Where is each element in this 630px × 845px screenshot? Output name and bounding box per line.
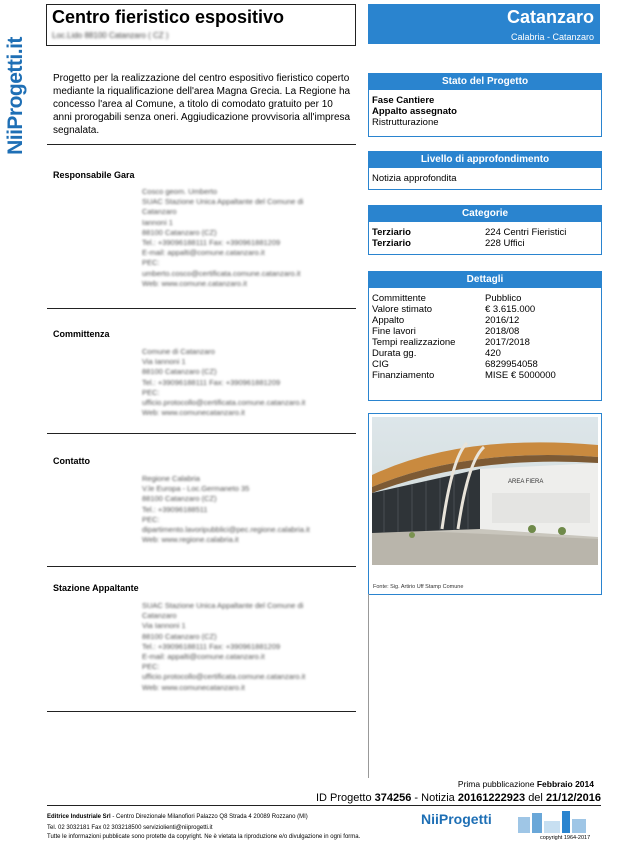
contact-line: Via Iannoni 1 bbox=[142, 357, 186, 367]
categorie-header: Categorie bbox=[369, 206, 601, 222]
contact-line: SUAC Stazione Unica Appaltante del Comune di bbox=[142, 197, 304, 207]
notizia-id: 20161222923 bbox=[457, 792, 526, 804]
photo-caption: Fonte: Sig. Artirio Uff Stamp Comune bbox=[373, 584, 464, 590]
region-name: Calabria - Catanzaro bbox=[510, 32, 594, 42]
contact-line: Catanzaro bbox=[142, 207, 177, 217]
section-divider bbox=[47, 144, 356, 145]
footer-phone: Tel. 02 3032181 Fax 02 303218500 serviziolienti@niiprogetti.it bbox=[47, 825, 213, 831]
section-label-committenza: Committenza bbox=[53, 329, 110, 339]
photo-sign-text: AREA FIERA bbox=[508, 479, 544, 485]
footer-notice: Tutte le informazioni pubblicate sono protette da copyright. Ne è vietata la riproduzione e/o divulgazione in ogni forma. bbox=[47, 834, 361, 840]
footer-address: - Centro Direzionale Milanofiori Palazzo Q8 Strada 4 20089 Rozzano (MI) bbox=[110, 814, 308, 820]
dettaglio-value: 420 bbox=[485, 348, 501, 359]
footer-copyright: copyright 1964-2017 bbox=[540, 835, 591, 841]
contact-line: 88100 Catanzaro (CZ) bbox=[142, 367, 217, 377]
stato-tipo: Ristrutturazione bbox=[372, 117, 439, 128]
livello-value: Notizia approfondita bbox=[372, 173, 457, 184]
contact-line: Via Iannoni 1 bbox=[142, 621, 186, 631]
notizia-label: - Notizia bbox=[414, 792, 455, 804]
contact-line: E-mail: appalti@comune.catanzaro.it bbox=[142, 248, 265, 258]
project-photo-box bbox=[368, 413, 602, 595]
categoria-key: Terziario bbox=[372, 238, 411, 249]
dettaglio-key: Durata gg. bbox=[372, 348, 417, 359]
contact-line: 88100 Catanzaro (CZ) bbox=[142, 631, 217, 641]
section-divider bbox=[47, 308, 356, 309]
contact-line: Tel.: +39096188111 Fax: +390961881209 bbox=[142, 377, 281, 387]
first-publication-date: Febbraio 2014 bbox=[536, 779, 594, 789]
city-box bbox=[368, 4, 600, 44]
dettaglio-key: Fine lavori bbox=[372, 326, 416, 337]
project-id-line bbox=[316, 792, 601, 804]
first-publication-label: Prima pubblicazione bbox=[457, 779, 535, 789]
del-label: del bbox=[528, 792, 543, 804]
contact-block-responsabile bbox=[142, 187, 303, 289]
stato-progetto-box bbox=[368, 73, 602, 137]
livello-header: Livello di approfondimento bbox=[369, 152, 601, 168]
contact-line: Web: www.comune.catanzaro.it bbox=[142, 278, 247, 288]
brand-vertical-logo-text: NiiProgetti.it bbox=[4, 37, 27, 155]
dettaglio-row bbox=[369, 359, 601, 370]
city-name: Catanzaro bbox=[506, 7, 594, 27]
categorie-box bbox=[368, 205, 602, 255]
contact-line: PEC: bbox=[142, 387, 160, 397]
contact-line: Comune di Catanzaro bbox=[142, 347, 215, 356]
project-title-box bbox=[46, 4, 356, 46]
contact-line: PEC: bbox=[142, 662, 160, 672]
categoria-value: 224 Centri Fieristici bbox=[485, 227, 567, 238]
first-publication bbox=[458, 779, 594, 789]
dettaglio-value: 2018/08 bbox=[485, 326, 520, 337]
contact-block-stazione bbox=[142, 601, 305, 693]
contact-line: Tel.: +39096188111 Fax: +390961881209 bbox=[142, 238, 281, 248]
contact-line: Tel.: +39096188511 bbox=[142, 504, 208, 514]
categoria-row bbox=[369, 238, 601, 249]
stato-appalto: Appalto assegnato bbox=[372, 106, 457, 117]
contact-line: Catanzaro bbox=[142, 611, 177, 621]
dettaglio-row bbox=[369, 293, 601, 304]
dettaglio-key: CIG bbox=[372, 359, 389, 370]
dettaglio-row bbox=[369, 315, 601, 326]
dettaglio-key: Tempi realizzazione bbox=[372, 337, 456, 348]
contact-line: Regione Calabria bbox=[142, 474, 200, 483]
section-divider bbox=[47, 566, 356, 567]
contact-line: Iannoni 1 bbox=[142, 217, 173, 227]
contact-line: 88100 Catanzaro (CZ) bbox=[142, 494, 217, 504]
dettagli-box bbox=[368, 271, 602, 401]
stato-progetto-header: Stato del Progetto bbox=[369, 74, 601, 90]
section-label-responsabile: Responsabile Gara bbox=[53, 170, 135, 180]
dettaglio-row bbox=[369, 326, 601, 337]
notizia-date: 21/12/2016 bbox=[545, 792, 601, 804]
contact-line: Web: www.comunecatanzaro.it bbox=[142, 682, 245, 692]
dettaglio-value: 2016/12 bbox=[485, 315, 520, 326]
project-location: Loc.Lido 88100 Catanzaro ( CZ ) bbox=[52, 31, 169, 40]
dettagli-header: Dettagli bbox=[369, 272, 601, 288]
dettaglio-key: Finanziamento bbox=[372, 370, 435, 381]
categoria-key: Terziario bbox=[372, 227, 411, 238]
contact-line: SUAC Stazione Unica Appaltante del Comune di bbox=[142, 601, 304, 610]
dettaglio-key: Valore stimato bbox=[372, 304, 433, 315]
dettaglio-value: 2017/2018 bbox=[485, 337, 530, 348]
contact-line: Web: www.comunecatanzaro.it bbox=[142, 408, 245, 418]
section-label-stazione: Stazione Appaltante bbox=[53, 583, 139, 593]
contact-line: Cosco geom. Umberto bbox=[142, 187, 218, 196]
footer-logo bbox=[421, 811, 492, 827]
contact-line: 88100 Catanzaro (CZ) bbox=[142, 227, 217, 237]
contact-block-committenza bbox=[142, 347, 305, 418]
project-photo bbox=[372, 417, 598, 565]
project-id: 374256 bbox=[374, 792, 412, 804]
dettaglio-value: 6829954058 bbox=[485, 359, 538, 370]
contact-line: V.le Europa - Loc.Germaneto 35 bbox=[142, 484, 250, 494]
contact-line: ufficio.protocollo@certificata.comune.catanzaro.it bbox=[142, 398, 306, 408]
dettaglio-value: € 3.615.000 bbox=[485, 304, 536, 315]
contact-line: Web: www.regione.calabria.it bbox=[142, 535, 239, 545]
contact-line: umberto.cosco@certificata.comune.catanzaro.it bbox=[142, 268, 301, 278]
contact-line: PEC: bbox=[142, 514, 160, 524]
categoria-row bbox=[369, 227, 601, 238]
dettaglio-value: Pubblico bbox=[485, 293, 522, 304]
footer-logo-graphic bbox=[518, 809, 588, 833]
dettaglio-key: Committente bbox=[372, 293, 426, 304]
contact-line: Tel.: +39096188111 Fax: +390961881209 bbox=[142, 641, 281, 651]
stato-fase: Fase Cantiere bbox=[372, 95, 435, 106]
column-divider bbox=[368, 594, 369, 778]
dettaglio-row bbox=[369, 304, 601, 315]
contact-line: E-mail: appalti@comune.catanzaro.it bbox=[142, 652, 265, 662]
dettaglio-row bbox=[369, 348, 601, 359]
section-label-contatto: Contatto bbox=[53, 456, 90, 466]
section-divider bbox=[47, 433, 356, 434]
brand-vertical-logo bbox=[3, 2, 29, 190]
footer-company-line bbox=[47, 814, 308, 822]
project-id-label: ID Progetto bbox=[315, 792, 372, 804]
section-divider bbox=[47, 711, 356, 712]
contact-line: PEC: bbox=[142, 258, 160, 268]
footer-company: Editrice Industriale Srl bbox=[47, 814, 111, 820]
dettaglio-row bbox=[369, 370, 601, 381]
footer-logo-text: NiiProgetti bbox=[421, 811, 492, 827]
contact-line: ufficio.protocollo@certificata.comune.catanzaro.it bbox=[142, 672, 306, 682]
project-title: Centro fieristico espositivo bbox=[52, 7, 285, 27]
categoria-value: 228 Uffici bbox=[485, 238, 525, 249]
dettaglio-key: Appalto bbox=[372, 315, 405, 326]
livello-box bbox=[368, 151, 602, 190]
dettaglio-row bbox=[369, 337, 601, 348]
footer-divider bbox=[47, 805, 601, 806]
contact-block-contatto bbox=[142, 474, 310, 545]
contact-line: dipartimento.lavoripubblici@pec.regione.calabria.it bbox=[142, 525, 310, 535]
project-description: Progetto per la realizzazione del centro espositivo fieristico coperto mediante la riqualificazione dell'area Magna Grecia. La Regione ha concesso l'area al Comune, a titolo di comodato gratuito per 10 anni prorogabili senza oneri. Aggiudicazione provvisoria all'impresa segnalata. bbox=[53, 73, 351, 136]
dettaglio-value: MISE € 5000000 bbox=[485, 370, 556, 381]
